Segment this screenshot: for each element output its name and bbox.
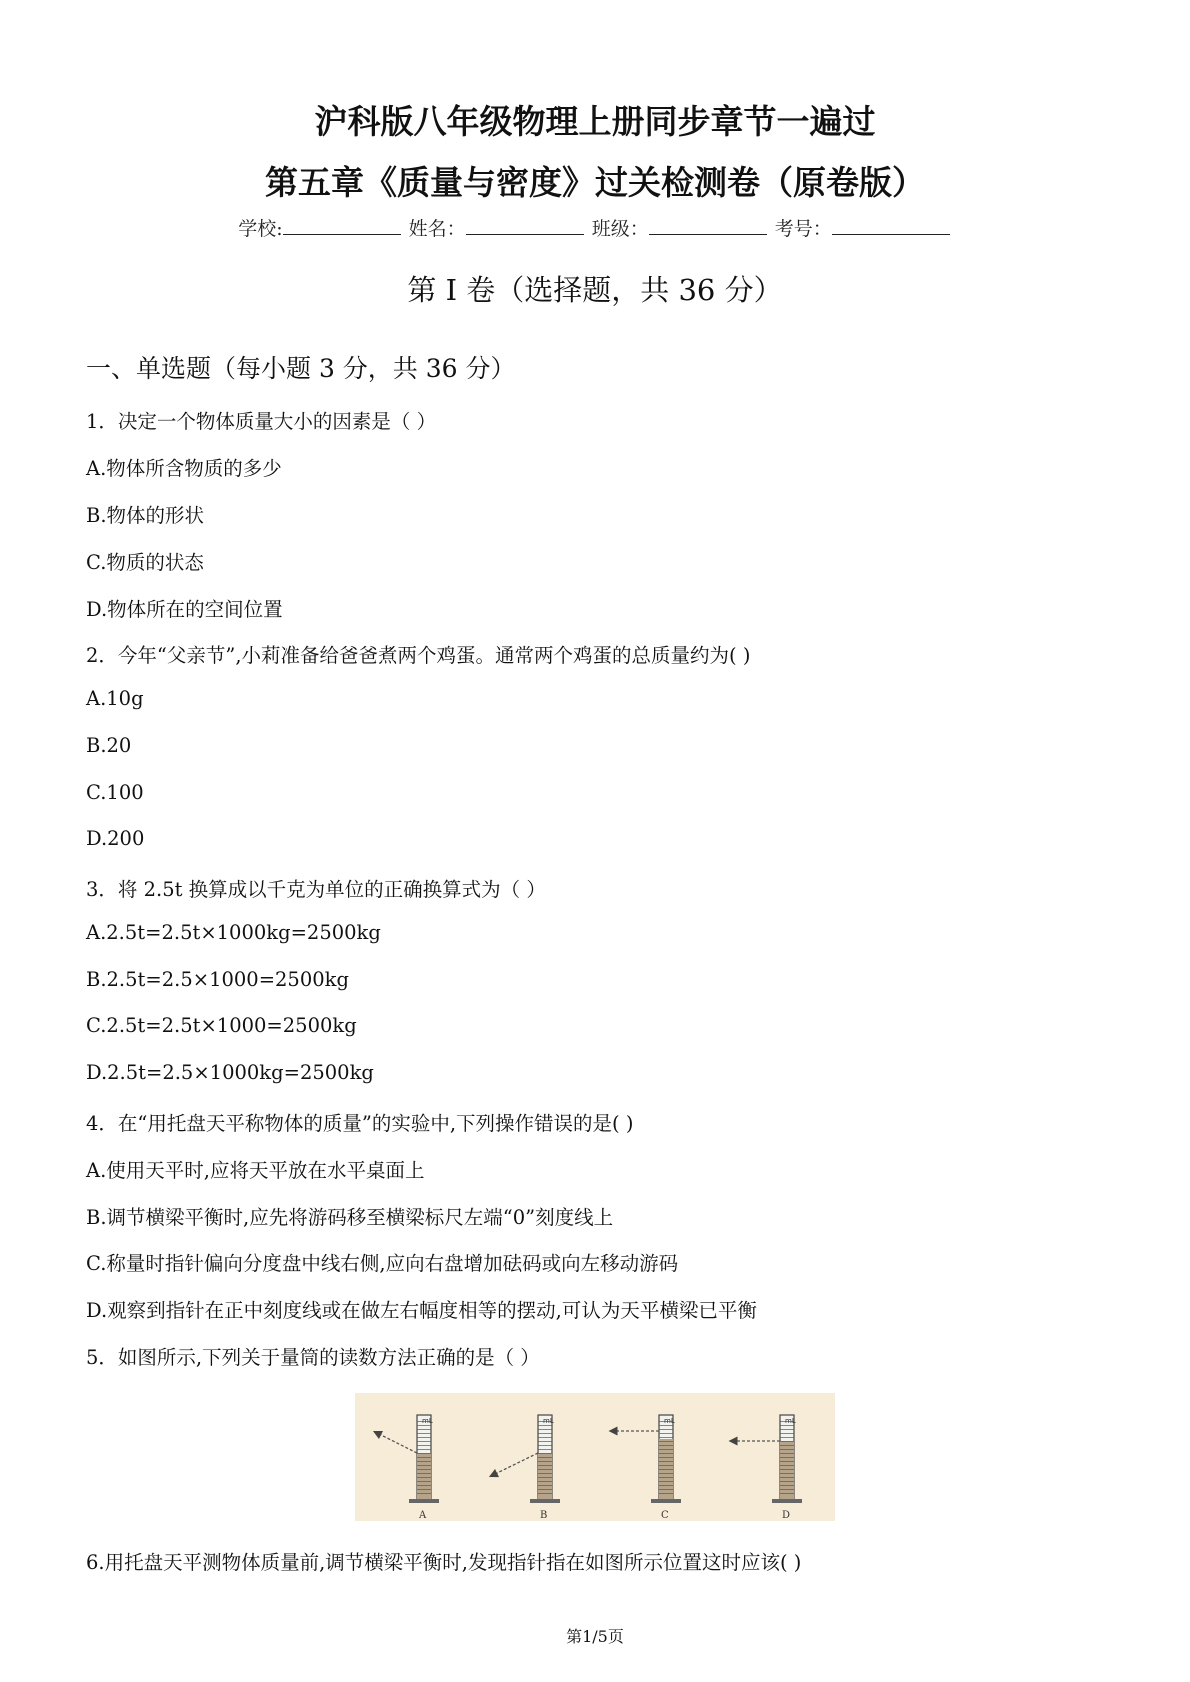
class-blank [649,233,767,235]
question-option: C.称量时指针偏向分度盘中线右侧,应向右盘增加砝码或向左移动游码 [86,1252,679,1275]
option-label: A [419,1510,427,1521]
unit-label: mL [664,1417,675,1425]
question-option: A.2.5t=2.5t×1000kg=2500kg [86,921,381,944]
doc-title-line2: 第五章《质量与密度》过关检测卷（原卷版） [265,163,925,202]
option-label: B [540,1510,548,1521]
graduated-cylinder-figure [355,1393,835,1521]
question-stem: 3．将 2.5t 换算成以千克为单位的正确换算式为（ ） [86,878,546,901]
question-stem: 5．如图所示,下列关于量筒的读数方法正确的是（ ） [86,1346,540,1369]
exam-no-blank [832,233,950,235]
cylinder-a [377,1415,439,1521]
question-option: B.2.5t=2.5×1000=2500kg [86,968,349,991]
name-blank [466,233,584,235]
option-label: C [661,1510,669,1521]
section-title: 一、单选题（每小题 3 分，共 36 分） [86,354,516,383]
question-stem: 2．今年“父亲节”,小莉准备给爸爸煮两个鸡蛋。通常两个鸡蛋的总质量约为( ) [86,644,751,667]
cylinder-b [493,1415,560,1521]
name-label: 姓名： [408,218,466,240]
class-label: 班级： [591,218,649,240]
question-option: B.物体的形状 [86,504,205,527]
school-blank [283,233,401,235]
question-stem: 6.用托盘天平测物体质量前,调节横梁平衡时,发现指针指在如图所示位置这时应该( ) [86,1551,802,1574]
school-label: 学校: [238,218,283,240]
question-stem: 1．决定一个物体质量大小的因素是（ ） [86,410,437,433]
question-option: A.使用天平时,应将天平放在水平桌面上 [86,1159,425,1182]
sight-line [377,1433,417,1453]
question-option: D.物体所在的空间位置 [86,598,283,621]
question-option: D.观察到指针在正中刻度线或在做左右幅度相等的摆动,可认为天平横梁已平衡 [86,1299,757,1322]
cylinder-reading-diagram [355,1393,835,1521]
unit-label: mL [422,1417,433,1425]
student-info-row [0,214,1190,241]
question-option: D.2.5t=2.5×1000kg=2500kg [86,1061,374,1084]
question-option: C.100 [86,781,144,804]
cylinder-d [733,1415,802,1521]
option-label: D [782,1510,791,1521]
sight-line [493,1453,538,1475]
question-option: D.200 [86,827,145,850]
question-option: C.2.5t=2.5t×1000=2500kg [86,1014,357,1037]
question-option: A.物体所含物质的多少 [86,457,282,480]
question-option: B.调节横梁平衡时,应先将游码移至横梁标尺左端“0”刻度线上 [86,1206,614,1229]
unit-label: mL [785,1417,796,1425]
question-stem: 4．在“用托盘天平称物体的质量”的实验中,下列操作错误的是( ) [86,1112,634,1135]
volume-title: 第 I 卷（选择题，共 36 分） [407,273,783,307]
page-number: 第1/5页 [566,1627,624,1646]
doc-title-line1: 沪科版八年级物理上册同步章节一遍过 [314,102,876,141]
question-option: A.10g [86,687,144,710]
cylinder-c [613,1415,681,1521]
question-option: B.20 [86,734,132,757]
exam-no-label: 考号： [774,218,832,240]
question-option: C.物质的状态 [86,551,204,574]
unit-label: mL [543,1417,554,1425]
